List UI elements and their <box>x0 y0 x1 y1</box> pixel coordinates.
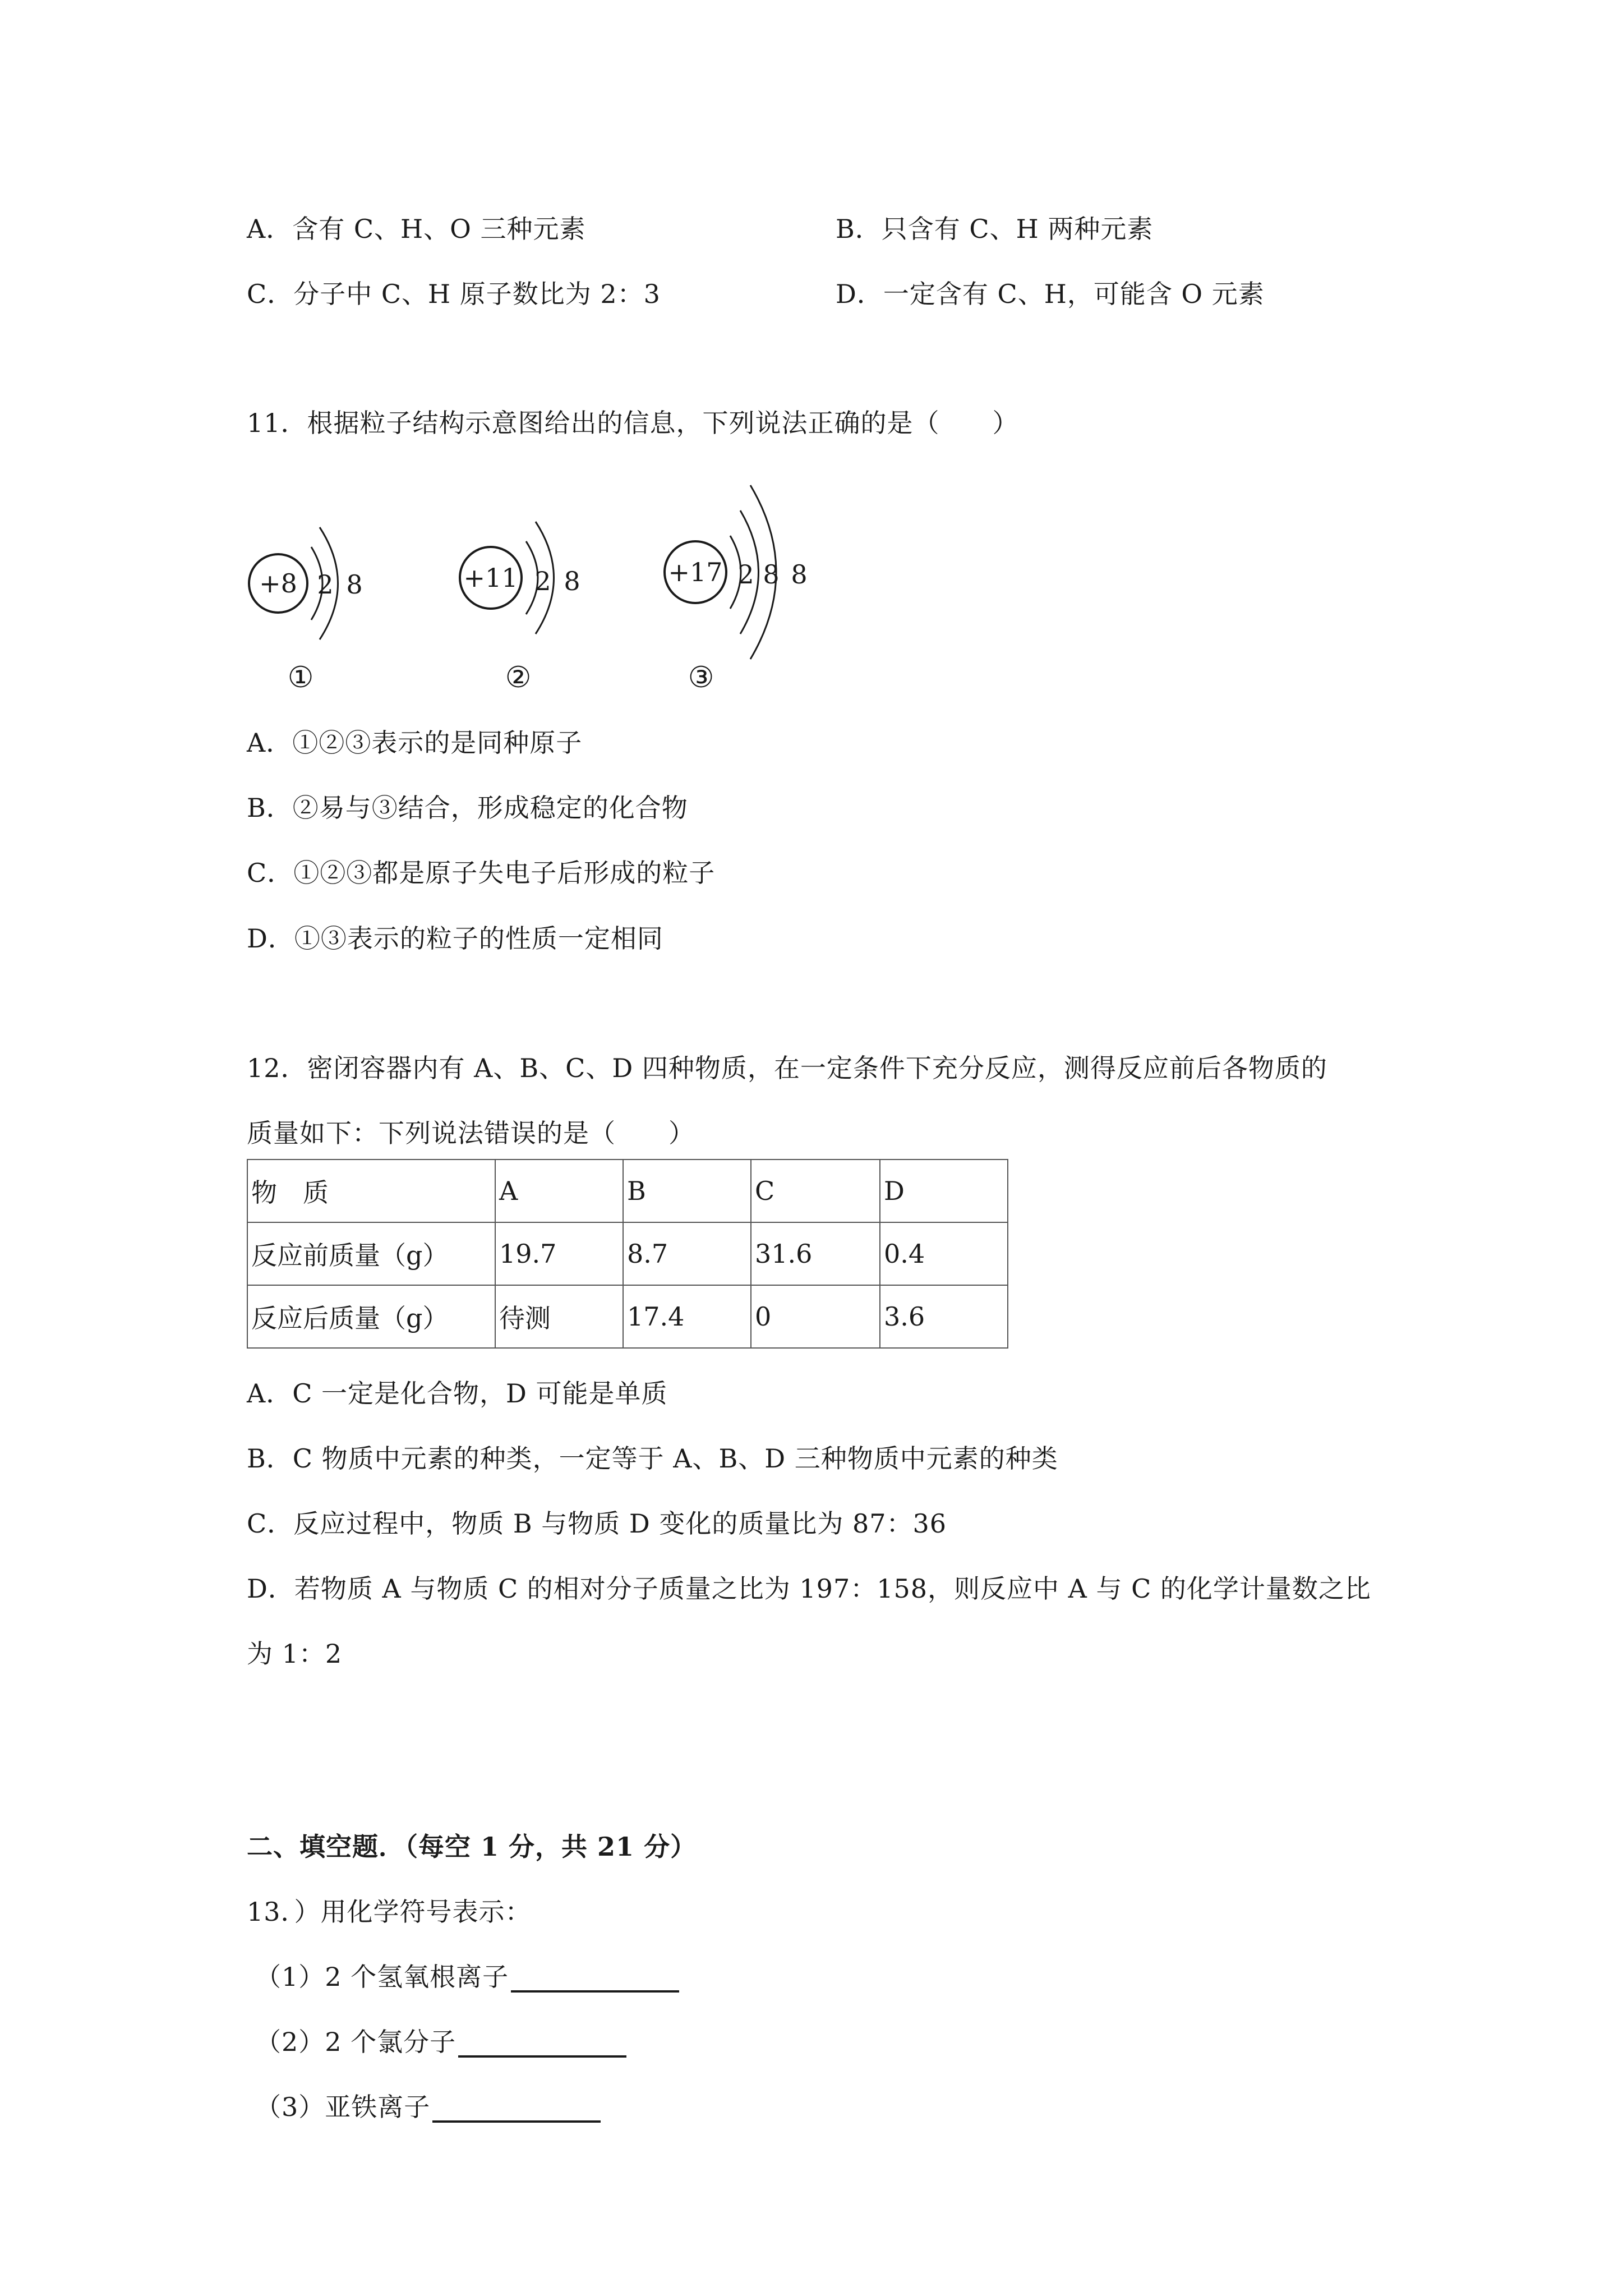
q13-item-2-label: （2）2 个氯分子 <box>255 2027 457 2057</box>
particle-1-nucleus: +8 <box>259 568 297 599</box>
table-cell: 待测 <box>495 1285 623 1348</box>
q11-option-c: C．①②③都是原子失电子后形成的粒子 <box>247 858 716 888</box>
table-header-cell: C <box>751 1159 880 1222</box>
particle-3-diagram <box>665 485 808 694</box>
answer-blank-2[interactable] <box>458 2028 626 2058</box>
table-cell: 17.4 <box>623 1285 751 1348</box>
particle-2-nucleus: +11 <box>463 563 518 593</box>
q10-option-a: A．含有 C、H、O 三种元素 <box>247 214 586 244</box>
particle-1-shell-2: 8 <box>346 569 363 600</box>
table-header-cell: B <box>623 1159 751 1222</box>
q12-option-b: B．C 物质中元素的种类，一定等于 A、B、D 三种物质中元素的种类 <box>247 1443 1058 1474</box>
particle-2-shell-1: 2 <box>534 566 551 596</box>
answer-blank-1[interactable] <box>511 1963 679 1993</box>
particle-2-label: ② <box>505 661 532 694</box>
table-header-cell: A <box>495 1159 623 1222</box>
particle-2-diagram <box>460 522 580 694</box>
q12-option-d-line1: D．若物质 A 与物质 C 的相对分子质量之比为 197：158，则反应中 A 与 C 的化学计量数之比 <box>247 1573 1371 1604</box>
q12-option-c: C．反应过程中，物质 B 与物质 D 变化的质量比为 87：36 <box>247 1508 947 1539</box>
q10-option-d: D．一定含有 C、H，可能含 O 元素 <box>836 279 1265 309</box>
q13-item-1-label: （1）2 个氢氧根离子 <box>255 1962 509 1992</box>
table-cell: 反应后质量（g） <box>247 1285 495 1348</box>
q13-item-2 <box>255 2026 626 2058</box>
table-cell: 31.6 <box>751 1222 880 1285</box>
q12-option-a: A．C 一定是化合物，D 可能是单质 <box>247 1378 668 1409</box>
q10-option-c: C．分子中 C、H 原子数比为 2：3 <box>247 279 661 309</box>
table-cell: 8.7 <box>623 1222 751 1285</box>
q13-stem: 13．）用化学符号表示： <box>247 1897 532 1927</box>
q13-item-1 <box>255 1961 679 1993</box>
particle-3-shell-2: 8 <box>763 559 780 590</box>
q13-item-3 <box>255 2091 601 2123</box>
table-header-cell: D <box>880 1159 1008 1222</box>
mass-data-table <box>247 1159 1008 1349</box>
q11-option-a: A．①②③表示的是同种原子 <box>247 728 583 758</box>
q10-option-b: B．只含有 C、H 两种元素 <box>836 214 1154 244</box>
table-header-cell: 物 质 <box>247 1159 495 1222</box>
section-heading: 二、填空题．（每空 1 分，共 21 分） <box>247 1832 697 1862</box>
q12-option-d-line2: 为 1：2 <box>247 1639 343 1669</box>
q11-stem: 11．根据粒子结构示意图给出的信息，下列说法正确的是（ ） <box>247 408 1019 438</box>
q12-stem-line2: 质量如下：下列说法错误的是（ ） <box>247 1118 695 1148</box>
particle-1-diagram <box>249 527 363 694</box>
table-cell: 0.4 <box>880 1222 1008 1285</box>
q11-option-d: D．①③表示的粒子的性质一定相同 <box>247 923 663 954</box>
table-header-row <box>247 1159 1008 1222</box>
table-cell: 19.7 <box>495 1222 623 1285</box>
answer-blank-3[interactable] <box>432 2093 601 2123</box>
particle-3-nucleus: +17 <box>668 557 723 587</box>
table-cell: 反应前质量（g） <box>247 1222 495 1285</box>
q13-item-3-label: （3）亚铁离子 <box>255 2092 431 2122</box>
table-cell: 3.6 <box>880 1285 1008 1348</box>
q12-stem-line1: 12．密闭容器内有 A、B、C、D 四种物质，在一定条件下充分反应，测得反应前后各物质的 <box>247 1053 1327 1083</box>
particle-1-shell-1: 2 <box>317 569 334 600</box>
table-row <box>247 1285 1008 1348</box>
table-row <box>247 1222 1008 1285</box>
table-cell: 0 <box>751 1285 880 1348</box>
particle-3-shell-1: 2 <box>737 559 754 590</box>
particle-1-label: ① <box>287 661 314 694</box>
particle-structure-diagrams <box>236 471 852 707</box>
particle-3-label: ③ <box>688 661 714 694</box>
particle-3-shell-3: 8 <box>791 559 808 590</box>
q11-option-b: B．②易与③结合，形成稳定的化合物 <box>247 793 688 823</box>
particle-2-shell-2: 8 <box>564 566 580 596</box>
